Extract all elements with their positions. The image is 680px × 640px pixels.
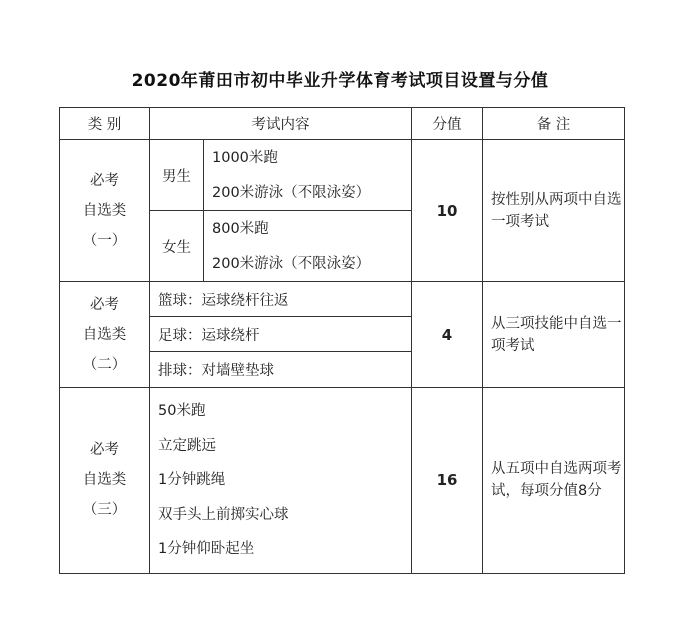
list-item: 排球：对墙壁垫球 bbox=[150, 352, 412, 388]
list-item: 1分钟跳绳 bbox=[158, 472, 226, 488]
category-line: 必考 bbox=[90, 296, 119, 313]
list-item: 双手头上前掷实心球 bbox=[158, 506, 289, 523]
score-cell: 16 bbox=[412, 388, 483, 574]
list-item: 立定跳远 bbox=[158, 437, 216, 454]
table-row bbox=[60, 282, 625, 317]
category-line: 自选类 bbox=[82, 472, 127, 489]
list-item: 200米游泳（不限泳姿） bbox=[212, 255, 371, 272]
category-line: 必考 bbox=[90, 172, 119, 189]
header-category: 类 别 bbox=[60, 108, 150, 140]
list-item: 200米游泳（不限泳姿） bbox=[212, 184, 371, 201]
list-item: 50米跑 bbox=[158, 403, 206, 419]
category-line: （二） bbox=[82, 356, 127, 373]
gender-label-male: 男生 bbox=[150, 140, 204, 211]
category-line: 自选类 bbox=[82, 202, 127, 219]
note-cell: 按性别从两项中自选一项考试 bbox=[483, 140, 625, 282]
gender-label-female: 女生 bbox=[150, 211, 204, 282]
header-content: 考试内容 bbox=[150, 108, 412, 140]
exam-items-table bbox=[59, 107, 625, 574]
score-cell: 4 bbox=[412, 282, 483, 388]
list-item: 1000米跑 bbox=[212, 149, 278, 166]
category-cell bbox=[60, 140, 150, 282]
category-line: 自选类 bbox=[82, 326, 127, 343]
list-item: 篮球：运球绕杆往返 bbox=[150, 282, 412, 317]
list-item: 1分钟仰卧起坐 bbox=[158, 541, 255, 557]
items-cell bbox=[150, 388, 412, 574]
table-row bbox=[60, 388, 625, 574]
male-items-cell bbox=[204, 140, 412, 211]
category-line: 必考 bbox=[90, 442, 119, 459]
category-line: （三） bbox=[82, 502, 127, 519]
document-title: 2020年莆田市初中毕业升学体育考试项目设置与分值 bbox=[131, 71, 549, 91]
header-note: 备 注 bbox=[483, 108, 625, 140]
category-cell bbox=[60, 388, 150, 574]
score-cell: 10 bbox=[412, 140, 483, 282]
header-score: 分值 bbox=[412, 108, 483, 140]
female-items-cell bbox=[204, 211, 412, 282]
category-line: （一） bbox=[82, 232, 127, 249]
note-cell: 从五项中自选两项考试，每项分值8分 bbox=[483, 388, 625, 574]
table-header-row bbox=[60, 108, 625, 140]
note-cell: 从三项技能中自选一项考试 bbox=[483, 282, 625, 388]
category-cell bbox=[60, 282, 150, 388]
table-row bbox=[60, 140, 625, 211]
list-item: 800米跑 bbox=[212, 220, 269, 237]
list-item: 足球：运球绕杆 bbox=[150, 317, 412, 352]
